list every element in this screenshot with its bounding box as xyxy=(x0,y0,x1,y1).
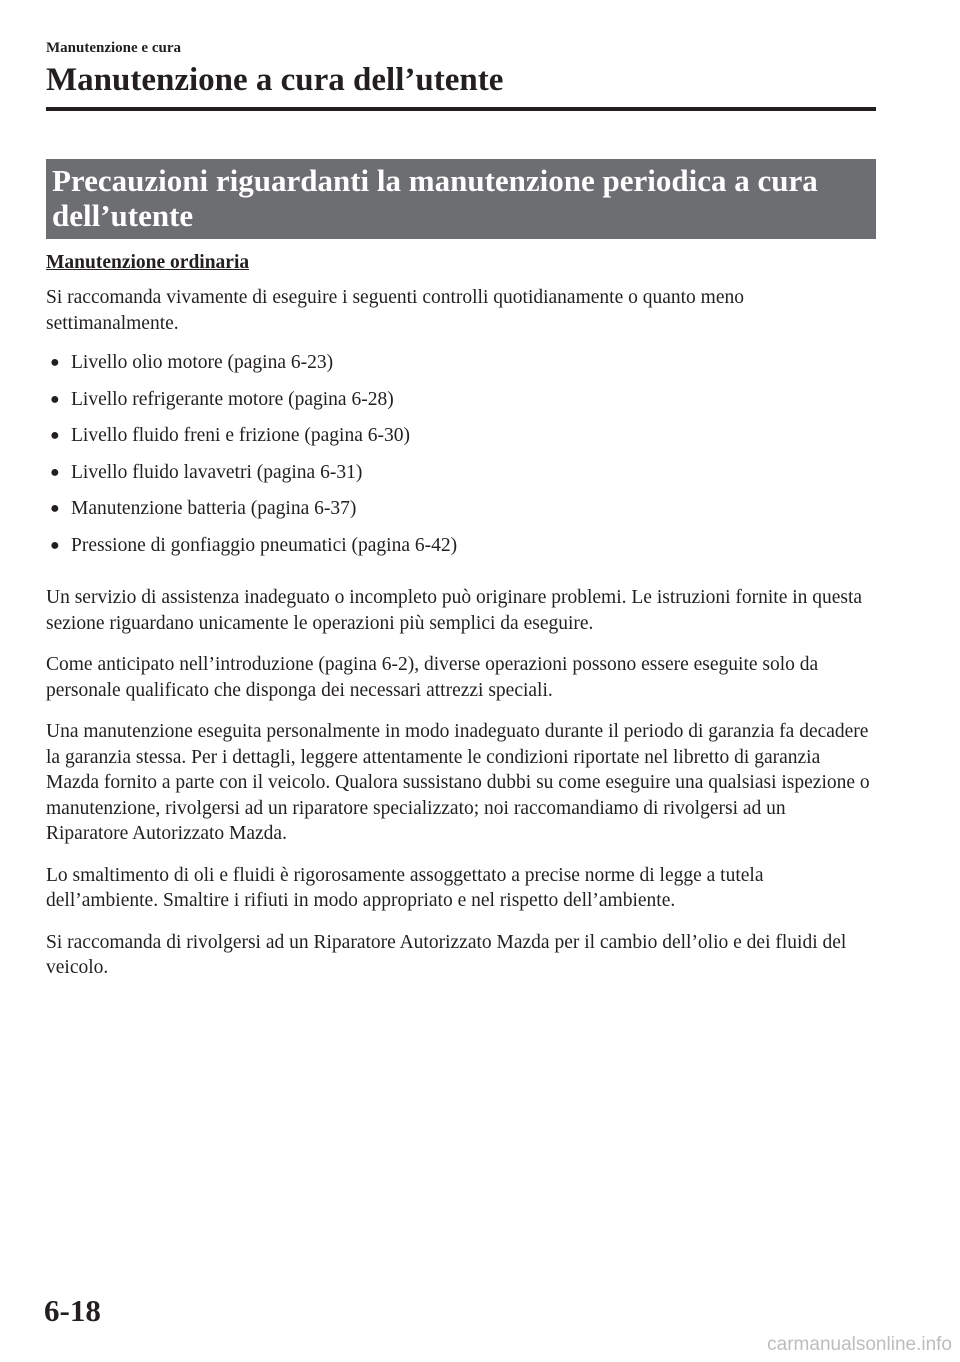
body-paragraph: Lo smaltimento di oli e fluidi è rigorosamente assoggettato a precise norme di legge a tutela dell’ambiente. Smaltire i rifiuti in modo appropriato e nel rispetto dell’ambiente. xyxy=(46,864,764,911)
section-heading-line-2: dell’utente xyxy=(52,198,194,233)
list-item xyxy=(46,533,872,570)
list-item xyxy=(46,423,872,460)
list-item-text: Livello olio motore (pagina 6-23) xyxy=(71,352,334,373)
list-item xyxy=(46,460,872,497)
chapter-title: Manutenzione a cura dell’utente xyxy=(46,62,504,98)
check-list xyxy=(46,350,872,569)
bullet-icon: ● xyxy=(50,463,60,481)
list-item xyxy=(46,496,872,533)
intro-paragraph: Si raccomanda vivamente di eseguire i seguenti controlli quotidianamente o quanto meno settimanalmente. xyxy=(46,287,745,334)
page-content xyxy=(46,250,872,997)
bullet-icon: ● xyxy=(50,427,60,444)
body-paragraph: Come anticipato nell’introduzione (pagina 6-2), diverse operazioni possono essere eseguite solo da personale qualificato che disponga dei necessari attrezzi speciali. xyxy=(46,654,819,701)
bullet-icon: ● xyxy=(50,536,60,554)
body-paragraph: Si raccomanda di rivolgersi ad un Riparatore Autorizzato Mazda per il cambio dell’olio e dei fluidi del veicolo. xyxy=(46,931,847,978)
section-heading xyxy=(46,159,876,239)
bullet-icon: ● xyxy=(50,500,60,517)
section-label: Manutenzione e cura xyxy=(46,40,181,56)
list-item-text: Pressione di gonfiaggio pneumatici (pagina 6-42) xyxy=(71,534,458,556)
list-item xyxy=(46,387,872,424)
watermark: carmanualsonline.info xyxy=(767,1334,952,1355)
body-paragraph: Una manutenzione eseguita personalmente in modo inadeguato durante il periodo di garanzia fa decadere la garanzia stessa. Per i dettagli, leggere attentamente le condizioni riportate nel libretto di garanzia Mazda fornito a parte con il veicolo. Qualora sussistano dubbi su come eseguire una qualsiasi ispezione o manutenzione, rivolgersi ad un riparatore specializzato; noi raccomandiamo di rivolgersi ad un Riparatore Autorizzato Mazda. xyxy=(46,721,870,844)
list-item-text: Livello refrigerante motore (pagina 6-28) xyxy=(71,388,394,410)
list-item-text: Livello fluido lavavetri (pagina 6-31) xyxy=(71,461,363,483)
bullet-icon: ● xyxy=(50,390,60,408)
body-paragraph: Un servizio di assistenza inadeguato o incompleto può originare problemi. Le istruzioni fornite in questa sezione riguardano unicamente le operazioni più semplici da eseguire. xyxy=(46,587,863,634)
bullet-icon: ● xyxy=(50,354,60,371)
title-rule xyxy=(46,107,876,111)
section-heading-line-1: Precauzioni riguardanti la manutenzione periodica a cura xyxy=(52,163,818,198)
page-number: 6-18 xyxy=(44,1293,101,1328)
list-item-text: Livello fluido freni e frizione (pagina 6-30) xyxy=(71,425,410,446)
subheading: Manutenzione ordinaria xyxy=(46,252,250,273)
list-item-text: Manutenzione batteria (pagina 6-37) xyxy=(71,498,357,519)
list-item xyxy=(46,350,872,387)
